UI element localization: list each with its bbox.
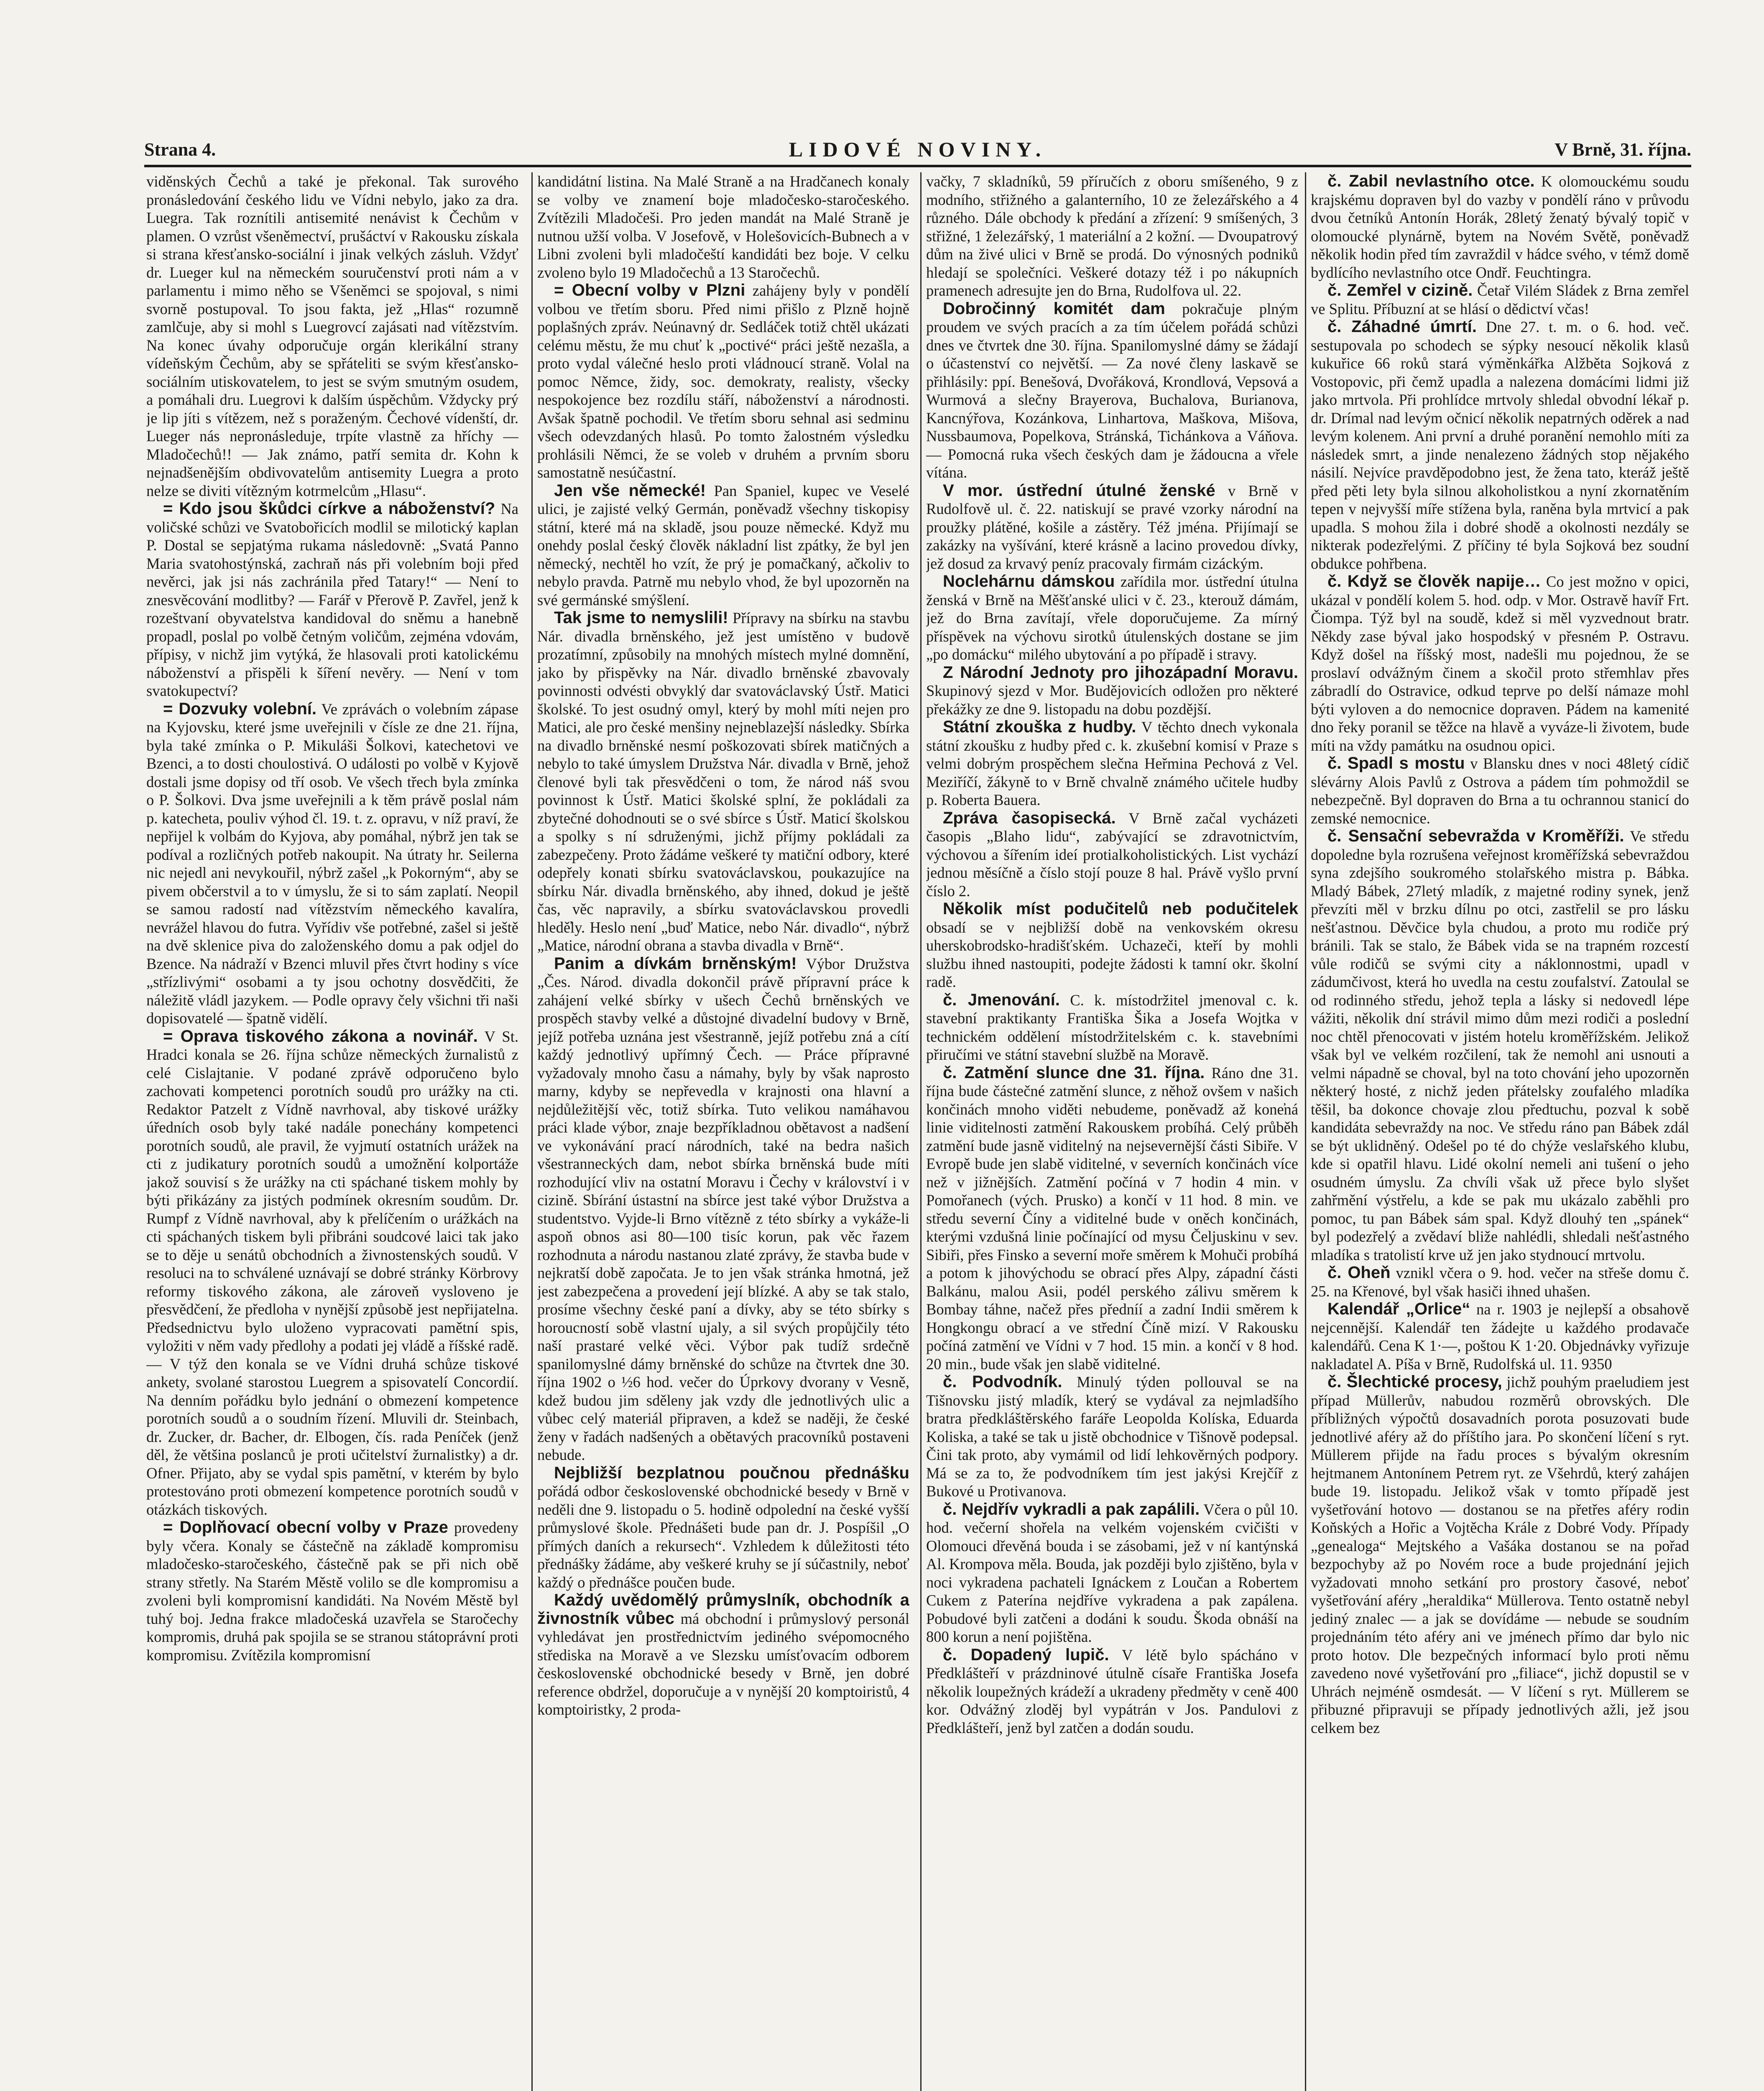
article-paragraph [537, 1464, 909, 1592]
article-paragraph [146, 172, 518, 500]
article-text: viděnských Čechů a také je překonal. Tak surového pronásledování českého lidu ve Vídni nebylo, jako za dra. Luegra. Tak roznítili antisemité nenávist k Čechům v plamen. O vzrůst všeněmectví, prušáctví v Rakousku získala si strana křesťansko-sociální i jinak velkých zásluh. Vždyť dr. Lueger kul na německém souručenství proti nám a v parlamentu i mimo něho se Všeněmci se spojoval, s nimi svorně postupoval. To jsou fakta, jež „Hlas“ rozumně zamlčuje, aby si mohl s Luegrovcí zajásati nad vítězstvím. Na konec úvahy odporučuje orgán klerikální strany vídeňským Čechům, aby se spřáteliti se svým křesťansko-sociálním utiskovatelem, to jest se svým smutným osudem, a pomáhali dru. Luegrovi k dalším úspěchům. Vždycky prý je lip jíti s vítězem, než s poraženým. Čechové vídenští, dr. Lueger nás nepronásleduje, trpíte vlastně za hříchy — Mladočechů!! — Jak známo, patří semita dr. Kohn k nejnadšenějším obdivovatelům antisemity Luegra a proto nelze se diviti vítězným kotrmelcům „Hlasu“. [146, 173, 518, 499]
article-paragraph [537, 482, 909, 609]
column-1 [146, 172, 518, 2091]
article-text: zahájeny byly v pondělí volbou ve třetím sboru. Před nimi přišlo z Plzně hojně poplašných zpráv. Neúnavný dr. Sedláček totiž chtěl ukázati celému městu, že mu chuť k „poctivé“ práci ještě nezašla, a proto vydal válečné heslo proti vládnoucí straně. Volal na pomoc Němce, židy, soc. demokraty, realisty, všecky nespokojence bez rozdílu stáří, náboženství a národnosti. Avšak špatně pochodil. Ve třetím sboru sehnal asi sedminu všech odevzdaných hlasů. Po tomto žalostném výsledku prohlásili Němci, že se voleb v druhém a prvním sboru samostatně nesúčastní. [537, 282, 909, 481]
article-text: zařídila mor. ústřední útulna ženská v Brně na Měšťanské ulici v č. 23., kterouž dámám, jež do Brna zavítají, vřele doporučujeme. Za mírný příspěvek na výchovu sirotků útulenských dostane se jim „po domácku“ milého ubytování a po případě i stravy. [926, 573, 1298, 663]
article-paragraph [1311, 754, 1689, 827]
article-text: Výbor Družstva „Čes. Národ. divadla dokončil právě přípravní práce k zahájení velké sbírky v ušech Čechů brněnských ve prospěch stavby velké a důstojné divadelní budovy v Brně, jejíž potřeba uznána jest všestranně, jejíž potřebu zná a cítí každý jednotlivý upřímný Čech. — Práce přípravné vyžadovaly mnoho času a námahy, byly by však naprosto marny, kdyby se nepřevedla v krajnosti ona hlavní a nejdůležitější věc, totiž sbírka. Tuto velikou namáhavou práci klade výbor, znaje bezpříkladnou obětavost a nadšení ve vykonávání prací národních, také na bedra našich všestranneckých dam, nebot sbírka brněnská bude míti rozhodující vliv na ostatní Moravu i Čechy v království i v cizině. Sbírání ústastní na sbírce jest také výbor Družstva a studentstvo. Vyjde-li Brno vítězně z této sbírky a vykáže-li aspoň obnos asi 80—100 tisíc korun, pak věc řazem rozhodnuta a národu nastanou zlaté zprávy, že stavba bude v nejkratší době započata. Je to jen však stránka hmotná, jež jest zabezpečena a provedení její blízké. A aby se tak stalo, prosíme všechny české paní a dívky, aby se této sbírky s horoucností sobě vlastní ujaly, a sil svých propůjčily této naší prastaré velké věci. Výbor pak tudíž srdečně spanilomyslné dámy brněnské do schůze na čtvrtek dne 30. října 1902 o ½6 hod. večer do Úprkovy dvorany v Vesně, kdež budou jim sděleny jak vzdy dle jednotlivých ulic a vůbec celý materiál připraven, a kdež se naději, že české ženy v řadách nadšených a obětavých pracovníků postaveni nebude. [537, 955, 909, 1463]
article-headline: č. Jmenování. [943, 990, 1060, 1009]
page-number: Strana 4. [144, 139, 216, 160]
article-paragraph [537, 172, 909, 281]
article-text: Na voličské schůzi ve Svatobořicích modlil se milotický kaplan P. Dostal se sepjatýma rukama následovně: „Svatá Panno Maria svatohostýnská, zachraň nás při volebním boji před nevěrci, jak jsi nás zachránila před Tatary!“ — Není to znesvěcování modlitby? — Farář v Přerově P. Zavřel, jenž k rozeštvaní obyvatelstva kandidoval do sněmu a hanebně propadl, poslal po volbě četným voličům, zejména vdovám, přípisy, v nichž jim vytýká, že hlasovali proti katolickému náboženství a přispěli k šíření nevěry. — Není v tom svatokupectví? [146, 500, 518, 699]
article-paragraph [537, 1591, 909, 1719]
article-paragraph [926, 664, 1298, 718]
article-paragraph [146, 500, 518, 700]
page-header [144, 133, 1691, 166]
article-paragraph [926, 300, 1298, 482]
article-headline: = Oprava tiskového zákona a novinář. [163, 1027, 478, 1046]
article-headline: Dobročinný komitét dam [943, 299, 1165, 318]
article-text: Četař Vilém Sládek z Brna zemřel ve Splitu. Příbuzní at se hlásí o dědictví včas! [1311, 282, 1689, 317]
article-paragraph [926, 482, 1298, 573]
article-text: Pan Spaniel, kupec ve Veselé ulici, je zajisté velký Germán, poněvadž všechny tiskopisy státní, které má na skladě, jsou pouze německé. Když mu onehdy poslal český člověk nákladní list zpátky, že byl jen německý, nechtěl ho vzít, že prý je pomačkaný, ačkoliv to nebylo pravda. Patrně mu nebylo vhod, že byl upozorněn na své germánské smýšlení. [537, 482, 909, 608]
article-text: V Brně začal vycházeti časopis „Blaho lidu“, zabývající se zdravotnictvím, výchovou a šířením ideí protialkoholistických. List vychází jednou měsíčně a číslo stojí pouze 8 hal. Právě vyšlo první číslo 2. [926, 809, 1298, 900]
article-headline: = Doplňovací obecní volby v Praze [163, 1518, 448, 1536]
article-paragraph [1311, 1373, 1689, 1737]
article-headline: Několik míst podučitelů neb podučitelek [943, 900, 1298, 918]
article-headline: č. Spadl s mostu [1327, 754, 1465, 772]
article-paragraph [926, 1646, 1298, 1737]
article-paragraph [926, 900, 1298, 991]
article-text: pořádá odbor československé obchodnické besedy v Brně v neděli dne 9. listopadu o 5. hodině odpolední na české vyšší průmyslové škole. Přednášeti bude pan dr. J. Pospíšil „O přímých daních a rekursech“. Vzhledem k důležitosti této přednášky žádáme, aby veškeré kruhy se jí súčastnily, neboť každý o přednášce poučen bude. [537, 1483, 909, 1591]
article-headline: č. Sensační sebevražda v Kroměříži. [1327, 827, 1624, 845]
article-paragraph [1311, 1264, 1689, 1300]
article-headline: č. Záhadné úmrtí. [1327, 317, 1477, 336]
article-text: obsadí se v nejbližší době na venkovském okresu uherskobrodsko-hradišťském. Uchazeči, kteří by mohli službu ihned nastoupiti, podejte žádosti k tamní okr. školní radě. [926, 918, 1298, 990]
article-text: Skupinový sjezd v Mor. Budějovicích odložen pro některé překážky ze dne 9. listopadu na dobu pozdější. [926, 682, 1298, 718]
article-headline: č. Zatmění slunce dne 31. října. [943, 1063, 1205, 1082]
article-paragraph [926, 1501, 1298, 1646]
article-headline: Noclehárnu dámskou [943, 572, 1115, 590]
column-3 [926, 172, 1298, 2091]
article-headline: č. Nejdřív vykradli a pak zapálili. [943, 1500, 1200, 1518]
article-headline: č. Když se člověk napije… [1327, 572, 1541, 590]
article-text: V těchto dnech vykonala státní zkoušku z hudby před c. k. zkušební komisí v Praze s velmi dobrým prospěchem slečna Heřmina Pechová z Vel. Meziříčí, žákyně to v Brně chvalně známého učitele hudby p. Roberta Bauera. [926, 718, 1298, 808]
column-divider [531, 172, 533, 2091]
article-paragraph [1311, 172, 1689, 281]
article-paragraph [1311, 1300, 1689, 1373]
article-paragraph [1311, 573, 1689, 754]
article-headline: Z Národní Jednoty pro jihozápadní Moravu. [943, 663, 1298, 682]
article-text: pokračuje plným proudem ve svých pracích a za tím účelem pořádá schůzi dnes ve čtvrtek dne 30. října. Spanilomyslné dámy se žádají o účastenství co největší. — Za nové členy laskavě se přihlásily: ppí. Benešová, Dvořáková, Krondlová, Vepsová a Wurmová a slečny Brayerova, Buchalova, Burianova, Kancnýřova, Kozánkova, Linhartova, Maškova, Mišova, Nussbaumova, Popelkova, Stránská, Tichánkova a Váňova. — Pomocná ruka všech českých dam je žádoucna a vřele vítána. [926, 300, 1298, 481]
article-headline: Kalendář „Orlice“ [1327, 1300, 1470, 1318]
article-text: na r. 1903 je nejlepší a obsahově nejcennější. Kalendář ten žádejte u každého prodavače kalendářů. Cena K 1·—, poštou K 1·20. Objednávky vyřizuje nakladatel A. Píša v Brně, Rudolfská ul. 11. 9350 [1311, 1301, 1689, 1373]
article-headline: Zpráva časopisecká. [943, 808, 1116, 827]
article-headline: Jen vše německé! [554, 481, 706, 500]
article-text: Co jest možno v opici, ukázal v pondělí kolem 5. hod. odp. v Mor. Ostravě havíř Frt. Čiompa. Týž byl na soudě, kdež si měl vyzvednout bratr. Někdy zase býval jako hospodský v přesném P. Ostravu. Když došel na říšský most, nadešli mu pojednou, že se proslaví odvážným činem a skočil proto střemhlav přes zábradlí do Ostravice, odkud teprve po delší námaze mohl býti vyloven a do nemocnice dopraven. Pádem na kamenité dno řeky poranil se těžce na hlavě a vyváze-li životem, bude míti na vždy památku na osudnou opici. [1311, 573, 1689, 754]
article-text: V létě bylo spácháno v Předklášteří v prázdninové útulně císaře Františka Josefa několik loupežných krádeží a ukradeny předměty v ceně 400 kor. Odvážný zloděj byl vypátrán v Jos. Pandulovi z Předklášteří, jenž byl zatčen a dodán soudu. [926, 1646, 1298, 1736]
article-text: vznikl včera o 9. hod. večer na střeše domu č. 25. na Křenové, byl však hasiči ihned uhašen. [1311, 1264, 1689, 1300]
article-headline: = Kdo jsou škůdci církve a náboženství? [163, 499, 495, 518]
article-text: C. k. místodržitel jmenoval c. k. stavební praktikanty Františka Šika a Josefa Wojtka v technickém oddělení místodržitelském c. k. stavebními přiručími ve státní stavební službě na Moravě. [926, 991, 1298, 1063]
article-headline: Panim a dívkám brněnským! [554, 954, 797, 973]
article-text: Včera o půl 10. hod. večerní shořela na velkém vojenském cvičišti v Olomouci dřevěná bouda i se zásobami, jež v ní kantýnská Al. Krompova měla. Bouda, jak později bylo zjištěno, byla v noci vykradena pachateli Ignáckem z Loučan a Robertem Cukem z Paterína nejdříve vykradena a pak zapálena. Pobudové byli zatčeni a dodáni k soudu. Škoda obnáší na 800 korun a není pojištěna. [926, 1501, 1298, 1645]
column-divider [1305, 172, 1306, 2091]
article-paragraph [146, 700, 518, 1028]
article-paragraph [926, 172, 1298, 300]
article-text: Přípravy na sbírku na stavbu Nár. divadla brněnského, jež jest umístěno v budově prozatímní, způsobily na mnohých místech mylné domnění, jako by přispěvky na Nár. divadlo brněnské zbavovaly povinnosti odvésti obvyklý dar svatováclavský Ústř. Matici školské. To jest osudný omyl, který by mohl míti nejen pro Matici, ale pro české menšiny nejneblaze̕jší následky. Sbírka na divadlo brněnské nesmí poškozovati sbírek matičných a nebylo to také úmyslem Družstva Nár. divadla v Brně, jehož členové byli tak přesvědčeni o tom, že národ náš svou povinnost k Ústř. Matici školské splní, že pokládali za zbytečné dohodnouti se o své sbírce s Ústř. Maticí školskou a spolky s ní sdruženými, jichž příjmy pokládali za zabezpečeny. Proto žádáme veškeré ty matiční odbory, které odepřely konati sbírku svatováclavskou, poukazujíce na sbírku Nár. divadla brněnského, aby ihned, dokud je ještě čas, věc napravily, a sbírku svatováclavskou provedli hledě̕ly. Heslo není „buď Matice, nebo Nár. divadlo“, nýbrž „Matice, národní obrana a stavba divadla v Brně“. [537, 609, 909, 954]
article-paragraph [537, 609, 909, 955]
article-paragraph [926, 1064, 1298, 1373]
article-text: V St. Hradci konala se 26. října schůze německých žurnalistů z celé Cislajtanie. V podané zprávě odporučeno bylo zachovati kompetenci porotních soudů pro urážky na cti. Redaktor Patzelt z Vídně navrhoval, aby tiskové urážky úředních osob byly také nadále ponechány kompetenci porotních soudů, ale pravil, že vyjmutí ostatních urážek na cti z judikatury porotních soudů a umožnění kolportáže jakož souvisí s že urážky na cti spáchané tiskem mohly by býti přikázány za jistých podmínek okresním soudům. Dr. Rumpf z Vídně navrhoval, aby k přelíčením o urážkách na cti spáchaných tiskem byli přibráni soudcové laici tak jako se to děje u senátů obchodních a živnostenských soudů. V resoluci na to schválené uznávají se dobré stránky Körbrovy reformy tiskového zákona, ale zároveň vysloveno je přesvědčení, že předloha v nynější způsobě jest nepřijatelna. Předsednictvu bylo uloženo vypracovati pamětní spis, vyložiti v něm vady předlohy a podati jej vládě a říšské radě. — V týž den konala se ve Vídni druhá schůze tiskové ankety, svolané starostou Luegrem a spisovatelí Concordií. Na denním pořádku bylo jednání o obmezení kompetence porotních soudů a o soudním řízení. Mluvili dr. Steinbach, dr. Zucker, dr. Bacher, dr. Elbogen, čís. rada Peníček (jenž děl, že většina poslanců je proti učitelství žurnalistky) a dr. Ofner. Přijato, aby se vydal spis pamětní, v kterém by bylo protestováno proti obmezení kompetence porotních soudů v otázkách tiskových. [146, 1028, 518, 1518]
article-paragraph [926, 573, 1298, 664]
article-headline: Tak jsme to nemyslili! [554, 608, 728, 627]
article-paragraph [1311, 281, 1689, 318]
article-headline: Nejbližší bezplatnou poučnou přednášku [554, 1463, 909, 1482]
article-headline: č. Oheň [1327, 1263, 1391, 1282]
article-headline: č. Podvodník. [943, 1373, 1062, 1391]
article-paragraph [537, 281, 909, 482]
masthead-title: LIDOVÉ NOVINY. [789, 138, 1047, 161]
article-paragraph [1311, 318, 1689, 573]
article-paragraph [146, 1028, 518, 1519]
article-text: kandidátní listina. Na Malé Straně a na Hradčanech konaly se volby ve znamení boje mladočesko-staročeského. Zvítězili Mladočeši. Pro jeden mandát na Malé Straně je nutnou užší volba. V Josefově, v Holešovicích-Bubnech a v Libni zvoleni byli mladočeští kandidáti bez boje. V celku zvoleno bylo 19 Mladočechů a 13 Staročechů. [537, 173, 909, 281]
article-headline: č. Šlechtické procesy, [1327, 1373, 1502, 1391]
article-headline: = Obecní volby v Plzni [554, 281, 745, 299]
article-paragraph [926, 718, 1298, 809]
column-4 [1311, 172, 1689, 2091]
article-text: Minulý týden pollouval se na Tišnovsku jistý mladík, který se vydával za nejmladšího bratra předkláštěrského faráře Leopolda Kolíska, Eduarda Koliska, a také se tak u jistě obchodnice v Tišnově podepsal. Čini tak proto, aby vymámil od lidí lehkověrných podpory. Má se za to, že podvodníkem tím jest jakýsi Krejčíř z Bukové u Protivanova. [926, 1373, 1298, 1500]
article-text: vačky, 7 skladníků, 59 příručích z oboru smíšeného, 9 z modního, střižného a galanterního, 10 ze železářského a 4 různého. Dále obchody k předání a zřízení: 9 smíšených, 3 střižné, 1 železářský, 1 materiální a 2 kožní. — Dvoupatrový dům na živé ulici v Brně se prodá. Do výnosných podniků hledají se společníci. Veškeré dotazy též i po nákupních pramenech adresujte jen do Brna, Rudolfova ul. 22. [926, 173, 1298, 299]
article-paragraph [1311, 827, 1689, 1264]
article-text: v Brně v Rudolfově ul. č. 22. natiskují se pravé vzorky národní na proužky plátěné, košile a zástěry. Též jména. Přijímají se zakázky na vyšívání, které krásně a lacino provedou dívky, jež dosud za krvavý peníz pracovaly firmám cizáckým. [926, 482, 1298, 572]
article-headline: = Dozvuky volební. [163, 699, 317, 718]
article-text: jichž pouhým praeludiem jest případ Müllerův, nabudou rozměrů obrovských. Dle příbližných výpočtů dosavadních porota posuzovati bude jednotlivé aféry až do příštího jara. Po skončení líčení s ryt. Müllerem přijde na řadu proces s bývalým okresním hejtmanem Antonínem Petrem ryt. ze Všehrdů, který zahájen bude 19. listopadu. Jelikož však v tomto případě jest vyšetřování hotovo — dostanou se na přetřes aféry rodin Koňských a Hořic a Vojtěcha Krále z Dobré Vody. Případy „genealoga“ Mejtského a Vašáka dostanou se na pořad bezpochyby až po Novém roce a bude projednání jejich vyžadovati mnoho setkání pro prostory časové, neboť vyšetřování aféry „heraldika“ Müllerova. Tento ostatně nebyl jediný znalec — a jak se dovídáme — nebude se soudním projednáním této aféry ani ve jménech přímo dar bylo nic proto hotov. Dle bezpečných informací bylo proti němu zavedeno nové vyšetřování pro „filiace“, jichž dopustil se v Uhrách nejméně osmdesát. — V líčení s ryt. Müllerem se přibuzné připravuji se případy jednotlivých ažli, jež jsou celkem bez [1311, 1373, 1689, 1736]
article-text: Ve středu dopoledne byla rozrušena veřejnost kroměřížská sebevraždou syna zdejšího soukromého stolařského mistra p. Bábka. Mladý Bábek, 27letý mladík, z majetné rodiny synek, jenž převzíti měl v brzku dílnu po otci, zastřelil se pro lásku nešťastnou. Děvčice byla chudou, a proto mu rodiče prý bránili. Tak se stalo, že Bábek vida se na trapném rozcestí vůle rodičů se svými city a náklonnostmi, upadl v zádumčivost, která ho uvedla na cestu zoufalství. Zatoulal se od rodinného středu, jehož tepla a lásky si nedovedl lépe vážiti, několik dní strávil mimo dům mezi rodiči a poslední noc chtěl přenocovati v jistém hotelu kroměřížském. Jelikož však byl ve velkém rozčilení, tak že nemohl ani usnouti a velmi nápadně se choval, byl na toto chování jeho upozorněn některý hosté, z nichž jeden přátelsky zoufalého mladíka těšil, ba dokonce chovaje zlou předtuchu, pozval k sobě kandidáta sebevraždy na noc. Ve středu ráno pan Bábek zdál se být uklidněný. Odešel po té do chýže veslařského klubu, kde si opatřil hlavu. Lidé okolní nemeli ani tušení o jeho osudném úmyslu. Za chvíli však už přece bylo slyšet zahřmění výstřelu, a kde se pak mu ukázalo zaběhli pro pomoc, tu pan Bábek sám spal. Když dlouhý ten „spánek“ byl podezřelý a zvědaví bliže nahlédli, shledali nešťastného mladíka s tratolistí krve už jen jako stydnoucí mrtvolu. [1311, 828, 1689, 1263]
article-headline: č. Zabil nevlastního otce. [1327, 172, 1535, 190]
article-paragraph [537, 955, 909, 1464]
issue-date: V Brně, 31. října. [1555, 139, 1691, 160]
article-text: v Blansku dnes v noci 48letý cídič slévárny Alois Pavlů z Ostrova a pádem tím pohmoždil se nebezpečně. Byl dopraven do Brna a tu ochrannou stanicí do zemské nemocnice. [1311, 755, 1689, 827]
article-text: Ve zprávách o volebním zápase na Kyjovsku, které jsme uveřejnili v čísle ze dne 21. října, byla také zmínka o P. Mikuláši Šolkovi, katechetovi ve Bzenci, a to dosti choulostivá. O události po volbě v Kyjově dostali jsme dopisy od tří osob. Ve všech třech byla zmínka o P. Šolkovi. Dva jsme uveřejnili a k těm právě poslal nám p. katecheta, pouliv výhod čl. 19. t. z. opravu, v níž praví, že nepřijel k volbám do Kyjova, aby pomáhal, nýbrž jen tak se podíval a rozličných potřeb nakoupit. Na útraty hr. Seilerna nic nejedl ani nevykouřil, nýbrž zašel „k Pokorným“, aby se pivem občerstvil a to v úmyslu, že si to sám zaplatí. Neopil se samou radostí nad vítězstvím německého kavalíra, nevrážel hlavou do futra. Vyřídiv vše potřebné, zašel si ještě na dvě sklenice piva do založenského domu a pak odjel do Bzence. Na nádraží v Bzenci mluvil přes čtvrt hodiny s více „střízlivými“ osobami a ty jsou ochotny dosvědčiti, že náležitě vládl jazykem. — Podle opravy čely všichni tři naši dopisovatelé — špatně vidělí. [146, 700, 518, 1027]
article-headline: Státní zkouška z hudby. [943, 718, 1136, 736]
column-divider [920, 172, 922, 2091]
column-2 [537, 172, 909, 2091]
article-paragraph [926, 991, 1298, 1064]
article-text: má obchodní i průmyslový personál vyhledávat jen prostřednictvím jediného svépomocného střediska na Moravě a ve Slezsku umísťovacím odborem československé obchodnické besedy v Brně, jen dobré reference obdržel, doporučuje a v nynější 20 komptoiristů, 4 komptoiristky, 2 proda- [537, 1610, 909, 1718]
article-headline: č. Zemřel v cizině. [1327, 281, 1473, 299]
article-headline: č. Dopadený lupič. [943, 1645, 1109, 1664]
article-headline: Každý uvědomělý průmyslník, obchodník a živnostník vůbec [537, 1591, 909, 1628]
article-headline: V mor. ústřední útulné ženské [943, 481, 1215, 500]
header-rule [144, 165, 1691, 167]
article-paragraph [146, 1518, 518, 1664]
article-paragraph [926, 1373, 1298, 1501]
article-text: K olomouckému soudu krajskému dopraven byl do vazby v pondělí ráno v průvodu dvou četníků Antonín Horák, 28letý ženatý bývalý topič v olomoucké plynárně, bytem na Novém Světě, poněvadž několik hodin před tím zavraždil v hádce svého, v témž domě bydlícího nevlastního otce Ondř. Feuchtingra. [1311, 173, 1689, 281]
article-text: Dne 27. t. m. o 6. hod. več. sestupovala po schodech se sýpky nesoucí několik klasů kukuřice 66 roků stará výměnkářka Alžběta Sojková z Vostopovic, při čemž upadla a nalezena domácími lidmi již jako mrtvola. Při prohlídce mrtvoly shledal obvodní lékař p. dr. Drímal nad levým očnicí několik nepatrných oděrek a nad levým kolenem. Ani první a druhé poranění nemohlo míti za následek smrt, a jinde nenalezeno žádných stop nějakého násilí. Nejvíce pravděpodobno jest, že žena tato, kteráž ještě před pěti lety byla silnou alkoholistkou a nyní zkornatěním tepen v nejvyšší míře stížena byla, raněna byla mrtvicí a pak upadla. S mohou žila i dobré shodě a okolnosti nezdály se nikterak podezřelými. Z příčiny té byla Sojková bez soudní obdukce pohřbena. [1311, 318, 1689, 572]
article-text: provedeny byly včera. Konaly se částečně na základě kompromisu mladočesko-staročeského, částečně pak se při nich obě strany střetly. Na Starém Městě volilo se dle kompromisu a zvoleni byli kompromisní kandidáti. Na Novém Městě byl tuhý boj. Jedna frakce mladočeská uzavřela se Staročechy kompromis, druhá pak spojila se se stranou státoprávní proti kompromisu. Zvítězila kompromisní [146, 1519, 518, 1664]
article-text: Ráno dne 31. října bude částečné zatmění slunce, z něhož ovšem v našich končinách mnoho viděti nebudeme, poněvadž až kone̕ná linie viditelnosti zatmění Rakouskem probíhá. Celý průběh zatmění bude jasně viditelný na nejsevernější části Sibiře. V Evropě bude jen slabě viditelné, v severních končinách více než v jižnějších. Zatmění počíná v 7 hodin 4 min. v Pomořanech (vých. Prusko) a končí v 11 hod. 8 min. ve středu severní Číny a viditelné bude v oněch končinách, kterými vzdušná linie počínající od mysu Čeljuskinu v sev. Sibiři, přes Finsko a severní moře směrem k Mohuči probíhá a potom k jihovýchodu se obrací přes Alpy, západní části Balkánu, malou Asii, podél perského zálivu směrem k Bombay táhne, načež přes předníí a zadní Indii směrem k Hongkongu obrací a ve střední Číně mizí. V Rakousku počíná zatmění ve Vídni v 7 hod. 15 min. a končí v 8 hod. 20 min., bude však jen slabě viditelné. [926, 1064, 1298, 1373]
article-paragraph [926, 809, 1298, 900]
